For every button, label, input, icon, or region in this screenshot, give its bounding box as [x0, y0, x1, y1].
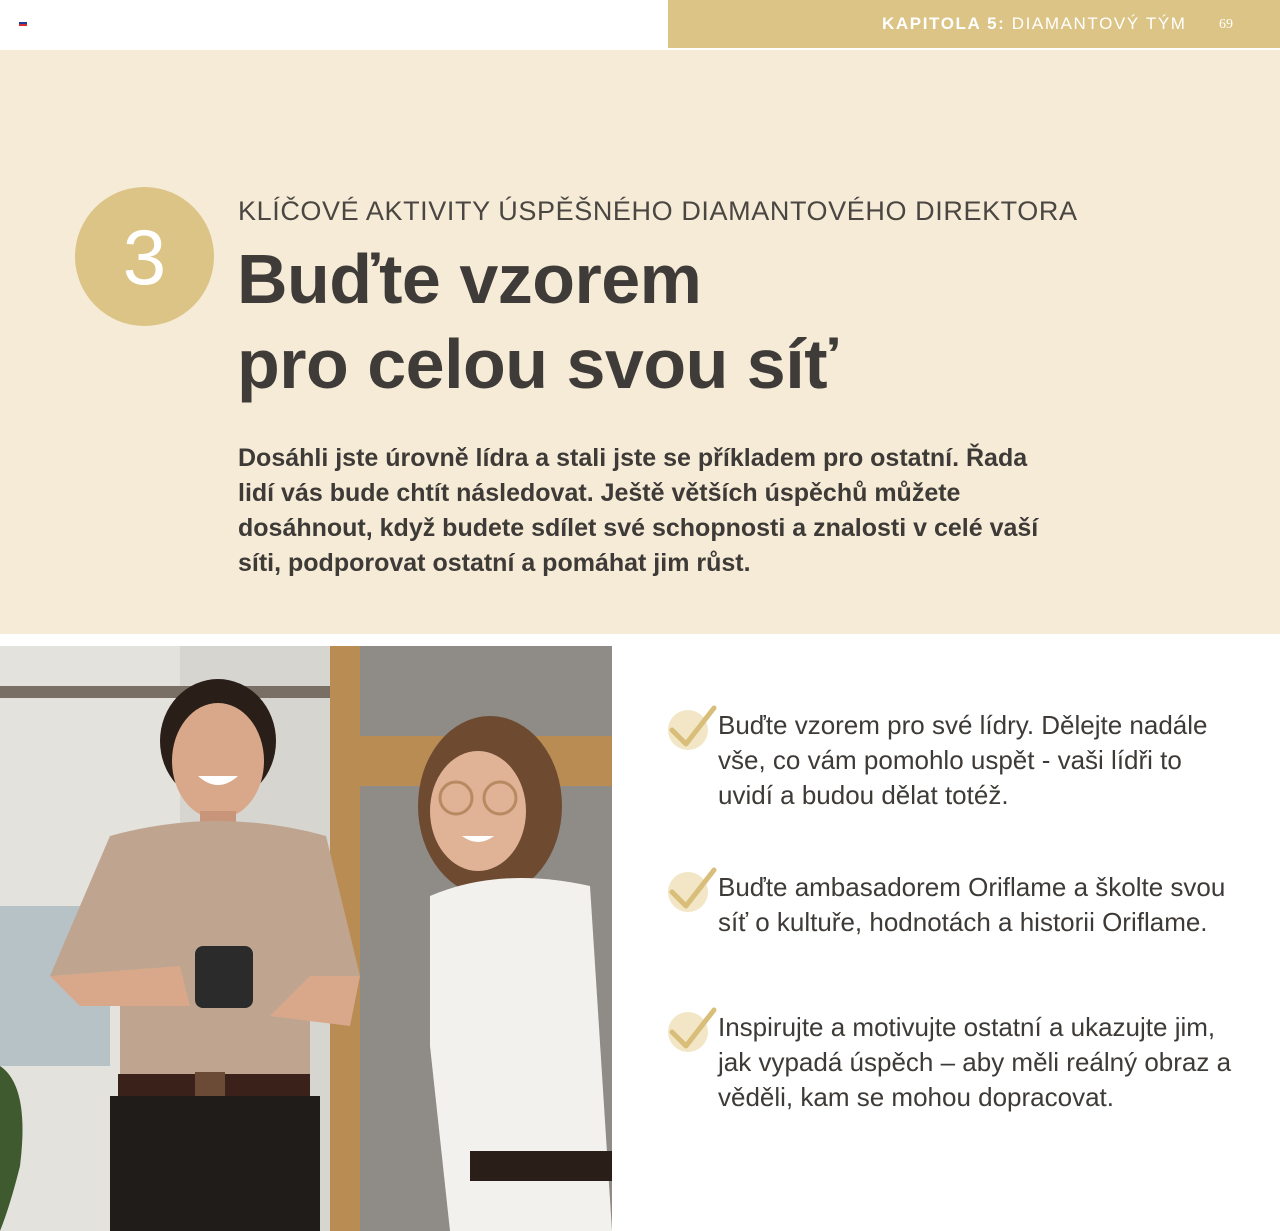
team-photo	[0, 646, 612, 1231]
intro-paragraph: Dosáhli jste úrovně lídra a stali jste se příkladem pro ostatní. Řada lidí vás bude chtít následovat. Ještě větších úspěchů můžete dosáhnout, když budete sdílet své schopnosti a znalosti v celé vaší síti, podporovat ostatní a pomáhat jim růst.	[238, 444, 1039, 577]
chapter-name: DIAMANTOVÝ TÝM	[1011, 14, 1187, 33]
list-item-text: Inspirujte a motivujte ostatní a ukazujte jim, jak vypadá úspěch – aby měli reálný obraz a věděli, kam se mohou dopracovat.	[718, 1012, 1232, 1112]
title-line-1: Buďte vzorem	[237, 240, 702, 318]
checkmark-icon	[666, 866, 718, 918]
title-line-2: pro celou svou síť	[237, 325, 838, 403]
checkmark-icon	[666, 704, 718, 756]
section-number: 3	[122, 212, 167, 301]
list-item-text: Buďte ambasadorem Oriflame a školte svou síť o kultuře, hodnotách a historii Oriflame.	[718, 872, 1226, 937]
section-kicker: KLÍČOVÉ AKTIVITY ÚSPĚŠNÉHO DIAMANTOVÉHO DIREKTORA	[238, 196, 1078, 226]
page-number: 69	[1219, 17, 1233, 32]
language-flag-icon	[19, 20, 27, 26]
chapter-title	[882, 14, 1187, 34]
checkmark-icon	[666, 1006, 718, 1058]
list-item-text: Buďte vzorem pro své lídry. Dělejte nadále vše, co vám pomohlo uspět - vaši lídři to uvidí a budou dělat totéž.	[718, 710, 1208, 810]
chapter-label: KAPITOLA 5:	[882, 14, 1006, 33]
page-title	[237, 237, 837, 407]
section-number-badge	[75, 187, 214, 326]
